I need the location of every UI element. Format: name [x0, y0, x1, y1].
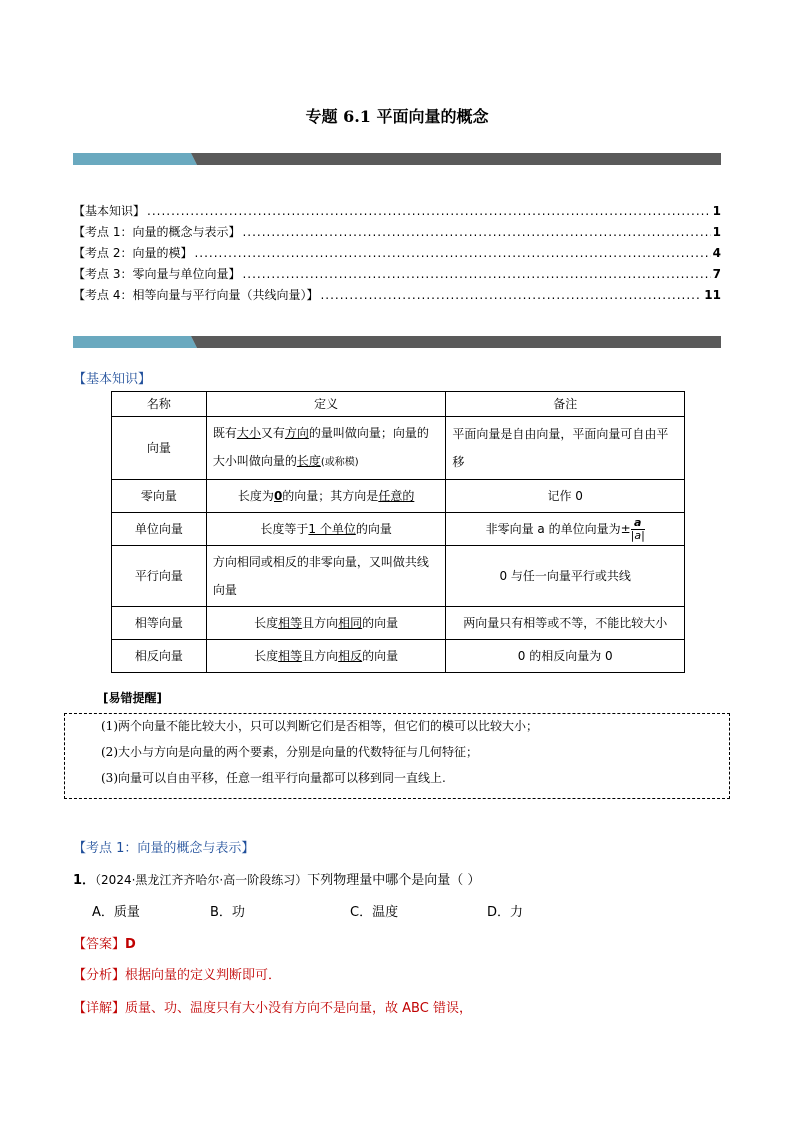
analysis-line	[73, 964, 281, 983]
tip-line: (1)两个向量不能比较大小，只可以判断它们是否相等，但它们的模可以比较大小；	[101, 719, 539, 733]
toc-label: 【考点 4：相等向量与平行向量（共线向量）】	[73, 288, 319, 302]
page-title: 专题 6.1 平面向量的概念	[305, 107, 489, 126]
definition-cell: 方向相同或相反的非零向量，又叫做共线向量	[206, 546, 446, 607]
note-cell: 两向量只有相等或不等，不能比较大小	[446, 607, 685, 640]
answer-value: D	[125, 937, 136, 952]
concept-table	[111, 391, 685, 673]
table-row	[112, 640, 685, 673]
table-row	[112, 417, 685, 480]
option-a[interactable]: A．质量	[92, 905, 140, 920]
question-text: 下列物理量中哪个是向量（ ）	[307, 873, 481, 888]
answer-tag: 【答案】	[73, 937, 126, 952]
definition-cell: 长度相等且方向相反的向量	[206, 640, 446, 673]
toc-label: 【基本知识】	[73, 204, 146, 218]
name-cell: 零向量	[112, 480, 207, 513]
band-teal-segment	[73, 336, 197, 348]
section-1-heading: 【考点 1：向量的概念与表示】	[73, 841, 255, 856]
question-source: （2024·黑龙江齐齐哈尔·高一阶段练习）	[95, 873, 308, 887]
option-d[interactable]: D．力	[487, 905, 524, 920]
toc-label: 【考点 3：零向量与单位向量】	[73, 267, 241, 281]
toc-entry[interactable]	[73, 202, 721, 223]
note-cell: 记作 0	[446, 480, 685, 513]
basics-heading: 【基本知识】	[73, 372, 152, 387]
tip-line: (2)大小与方向是向量的两个要素，分别是向量的代数特征与几何特征；	[101, 745, 479, 759]
definition-cell: 长度相等且方向相同的向量	[206, 607, 446, 640]
tips-box	[64, 713, 730, 799]
toc-page: 1	[712, 225, 721, 239]
answer-line	[73, 933, 136, 952]
definition-cell: 既有大小又有方向的量叫做向量；向量的大小叫做向量的长度(或称模)	[206, 417, 446, 480]
header-cell: 定义	[206, 392, 446, 417]
table-header-row	[112, 392, 685, 417]
toc-page: 7	[712, 267, 721, 281]
toc-entry[interactable]	[73, 223, 721, 244]
analysis-tag: 【分析】	[73, 968, 126, 983]
table-of-contents	[73, 202, 721, 307]
question-1	[73, 869, 480, 888]
toc-page: 11	[704, 288, 721, 302]
definition-cell: 长度等于1 个单位的向量	[206, 513, 446, 546]
header-cell: 名称	[112, 392, 207, 417]
toc-leader	[194, 246, 710, 260]
table-row	[112, 480, 685, 513]
toc-leader	[242, 225, 710, 239]
detail-line	[73, 997, 472, 1016]
name-cell: 平行向量	[112, 546, 207, 607]
header-band-bottom	[73, 336, 721, 348]
header-band-top	[73, 153, 721, 165]
name-cell: 单位向量	[112, 513, 207, 546]
option-c[interactable]: C．温度	[350, 905, 399, 920]
toc-page: 4	[712, 246, 721, 260]
tip-line: (3)向量可以自由平移，任意一组平行向量都可以移到同一直线上.	[101, 771, 446, 785]
table-row	[112, 607, 685, 640]
note-cell: 平面向量是自由向量，平面向量可自由平移	[446, 417, 685, 480]
toc-leader	[320, 288, 702, 302]
unit-vector-fraction: $\frac{a}{|a|}$	[630, 516, 645, 542]
detail-tag: 【详解】	[73, 1001, 126, 1016]
toc-leader	[147, 204, 711, 218]
note-cell: 非零向量 a 的单位向量为± $\frac{a}{|a|}$	[446, 513, 685, 546]
table-row	[112, 513, 685, 546]
header-cell: 备注	[446, 392, 685, 417]
toc-entry[interactable]	[73, 286, 721, 307]
toc-label: 【考点 1：向量的概念与表示】	[73, 225, 241, 239]
tips-label: [易错提醒]	[103, 691, 162, 705]
toc-page: 1	[712, 204, 721, 218]
band-gray-segment	[191, 336, 721, 348]
question-number: 1．	[73, 873, 96, 888]
name-cell: 相反向量	[112, 640, 207, 673]
band-gray-segment	[191, 153, 721, 165]
name-cell: 相等向量	[112, 607, 207, 640]
band-teal-segment	[73, 153, 197, 165]
toc-entry[interactable]	[73, 265, 721, 286]
note-cell: 0 的相反向量为 0	[446, 640, 685, 673]
toc-entry[interactable]	[73, 244, 721, 265]
definition-cell: 长度为0的向量；其方向是任意的	[206, 480, 446, 513]
toc-leader	[242, 267, 710, 281]
toc-label: 【考点 2：向量的模】	[73, 246, 193, 260]
table-row	[112, 546, 685, 607]
name-cell: 向量	[112, 417, 207, 480]
note-cell: 0 与任一向量平行或共线	[446, 546, 685, 607]
analysis-text: 根据向量的定义判断即可．	[125, 968, 282, 983]
detail-text: 质量、功、温度只有大小没有方向不是向量，故 ABC 错误，	[125, 1001, 472, 1016]
option-b[interactable]: B．功	[210, 905, 245, 920]
